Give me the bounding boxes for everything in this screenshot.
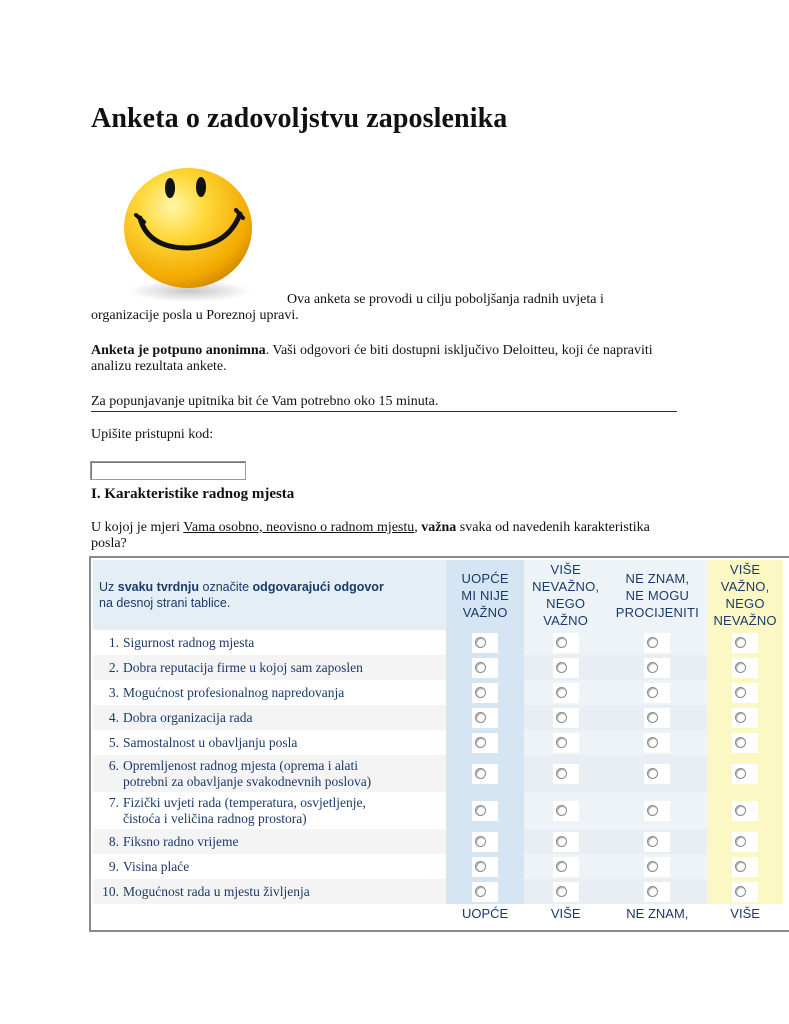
row-number: 10. — [102, 883, 119, 899]
radio-wrapper — [644, 658, 670, 678]
radio-wrapper — [732, 857, 758, 877]
option-cell — [608, 792, 708, 829]
option-cell — [446, 854, 523, 879]
rating-table — [89, 556, 789, 932]
question-part: , — [414, 520, 422, 535]
radio-button-icon[interactable] — [475, 712, 486, 723]
radio-button-icon[interactable] — [735, 768, 746, 779]
radio-button-icon[interactable] — [475, 662, 486, 673]
question-part: svaka od navedenih karakteristika posla? — [91, 520, 650, 551]
row-label — [93, 854, 446, 879]
row-text-continued: potrebni za obavljanje svakodnevnih poslova) — [123, 773, 372, 789]
radio-button-icon[interactable] — [735, 805, 746, 816]
radio-wrapper — [553, 633, 579, 653]
radio-wrapper — [553, 708, 579, 728]
option-cell — [707, 854, 783, 879]
row-number: 4. — [108, 709, 119, 725]
radio-wrapper — [732, 801, 758, 821]
radio-wrapper — [553, 733, 579, 753]
column-header-line: UOPĆE — [461, 570, 509, 586]
row-number: 5. — [108, 734, 119, 750]
column-header-line: NEGO — [725, 596, 765, 611]
option-cell — [524, 655, 608, 680]
column-header-line: VAŽNO — [543, 613, 589, 628]
row-label — [93, 680, 446, 705]
table-header-row — [93, 560, 783, 630]
section-heading: I. Karakteristike radnog mjesta — [91, 486, 295, 502]
row-label — [93, 829, 446, 854]
radio-button-icon[interactable] — [556, 861, 567, 872]
rating-grid — [93, 560, 783, 926]
radio-wrapper — [644, 633, 670, 653]
column-header-line: NEGO — [546, 596, 586, 611]
radio-button-icon[interactable] — [735, 687, 746, 698]
footer-label: NE ZNAM, — [626, 906, 689, 921]
row-text: Mogućnost rada u mjestu življenja — [123, 883, 310, 899]
radio-button-icon[interactable] — [735, 836, 746, 847]
question-text — [91, 520, 671, 552]
option-cell — [608, 829, 708, 854]
option-cell — [524, 854, 608, 879]
radio-button-icon[interactable] — [647, 836, 658, 847]
option-cell — [707, 730, 783, 755]
row-label — [93, 705, 446, 730]
option-cell — [707, 655, 783, 680]
radio-wrapper — [472, 857, 498, 877]
option-cell — [608, 879, 708, 904]
column-header-line: NE ZNAM, — [625, 570, 690, 586]
radio-wrapper — [553, 832, 579, 852]
access-code-input[interactable] — [90, 461, 246, 480]
option-cell — [446, 705, 523, 730]
radio-wrapper — [644, 764, 670, 784]
anonymity-text: . Vaši odgovori će biti dostupni isključivo Deloitteu, koji će napraviti analizu rezultata ankete. — [91, 343, 653, 374]
radio-button-icon[interactable] — [556, 662, 567, 673]
row-text: Dobra reputacija firme u kojoj sam zaposlen — [123, 659, 363, 675]
radio-button-icon[interactable] — [556, 687, 567, 698]
radio-wrapper — [472, 683, 498, 703]
footer-label: VIŠE — [550, 906, 581, 921]
radio-button-icon[interactable] — [475, 768, 486, 779]
column-header-line: VAŽNO — [462, 604, 508, 620]
radio-wrapper — [644, 683, 670, 703]
question-bold: važna — [421, 520, 457, 535]
radio-wrapper — [644, 882, 670, 902]
option-cell — [707, 879, 783, 904]
radio-button-icon[interactable] — [556, 637, 567, 648]
radio-button-icon[interactable] — [556, 836, 567, 847]
option-cell — [524, 829, 608, 854]
radio-button-icon[interactable] — [475, 836, 486, 847]
radio-button-icon[interactable] — [556, 737, 567, 748]
option-cell — [707, 705, 783, 730]
row-text: Visina plaće — [123, 858, 190, 874]
option-cell — [608, 705, 708, 730]
row-text-continued: čistoća i veličina radnog prostora) — [123, 810, 307, 826]
radio-wrapper — [472, 733, 498, 753]
radio-wrapper — [472, 832, 498, 852]
radio-wrapper — [644, 733, 670, 753]
option-cell — [524, 879, 608, 904]
option-cell — [524, 792, 608, 829]
radio-button-icon[interactable] — [647, 662, 658, 673]
radio-button-icon[interactable] — [475, 737, 486, 748]
radio-wrapper — [644, 857, 670, 877]
row-number: 2. — [108, 659, 119, 675]
option-cell — [608, 630, 708, 655]
table-row — [93, 630, 783, 655]
table-instruction — [93, 560, 446, 630]
duration-note: Za popunjavanje upitnika bit će Vam potrebno oko 15 minuta. — [91, 394, 677, 412]
row-number: 1. — [108, 634, 119, 650]
row-number: 6. — [108, 757, 119, 773]
table-footer-row — [93, 904, 783, 926]
radio-button-icon[interactable] — [647, 737, 658, 748]
option-cell — [608, 854, 708, 879]
row-label — [93, 755, 446, 792]
option-cell — [707, 792, 783, 829]
instruction-part: Uz — [99, 580, 118, 594]
radio-button-icon[interactable] — [475, 805, 486, 816]
row-text: Sigurnost radnog mjesta — [123, 634, 255, 650]
radio-wrapper — [732, 764, 758, 784]
radio-wrapper — [732, 708, 758, 728]
row-text: Opremljenost radnog mjesta (oprema i alati — [123, 757, 359, 773]
radio-wrapper — [553, 857, 579, 877]
radio-button-icon[interactable] — [647, 687, 658, 698]
anonymity-bold: Anketa je potpuno anonimna — [91, 343, 266, 358]
footer-label: UOPĆE — [446, 904, 523, 926]
row-text: Mogućnost profesionalnog napredovanja — [123, 684, 345, 700]
column-header-line: PROCIJENITI — [615, 604, 699, 620]
table-row — [93, 655, 783, 680]
option-cell — [707, 680, 783, 705]
radio-wrapper — [732, 658, 758, 678]
row-text: Samostalnost u obavljanju posla — [123, 734, 298, 750]
radio-button-icon[interactable] — [475, 861, 486, 872]
radio-button-icon[interactable] — [556, 768, 567, 779]
radio-button-icon[interactable] — [647, 637, 658, 648]
table-row — [93, 829, 783, 854]
radio-button-icon[interactable] — [556, 886, 567, 897]
radio-wrapper — [553, 683, 579, 703]
column-header-line: NE MOGU — [625, 587, 690, 603]
column-header-dont-know — [608, 560, 708, 630]
radio-button-icon[interactable] — [556, 712, 567, 723]
radio-wrapper — [472, 801, 498, 821]
option-cell — [446, 680, 523, 705]
instruction-part: označite — [199, 580, 253, 594]
row-label — [93, 730, 446, 755]
radio-wrapper — [732, 733, 758, 753]
table-row — [93, 705, 783, 730]
radio-wrapper — [553, 658, 579, 678]
table-row — [93, 792, 783, 829]
column-header-line: NEVAŽNO, — [532, 579, 600, 594]
table-row — [93, 755, 783, 792]
row-text: Dobra organizacija rada — [123, 709, 253, 725]
row-text: Fizički uvjeti rada (temperatura, osvjetljenje, — [123, 794, 366, 810]
row-text: Fiksno radno vrijeme — [123, 833, 239, 849]
row-label — [93, 655, 446, 680]
row-label — [93, 630, 446, 655]
radio-button-icon[interactable] — [647, 768, 658, 779]
option-cell — [524, 680, 608, 705]
column-header-line: VAŽNO, — [720, 579, 770, 594]
instruction-bold: svaku tvrdnju — [117, 580, 200, 594]
option-cell — [608, 730, 708, 755]
intro-text: Ova anketa se provodi u cilju poboljšanja radnih uvjeta i organizacije posla u Poreznoj upravi. — [91, 292, 604, 323]
row-number: 9. — [108, 858, 119, 874]
radio-button-icon[interactable] — [556, 805, 567, 816]
radio-wrapper — [472, 882, 498, 902]
radio-wrapper — [644, 801, 670, 821]
radio-button-icon[interactable] — [647, 805, 658, 816]
radio-button-icon[interactable] — [735, 637, 746, 648]
option-cell — [524, 755, 608, 792]
column-header-not-important — [446, 560, 523, 630]
column-header-line: NEVAŽNO — [713, 613, 777, 628]
table-row — [93, 879, 783, 904]
option-cell — [446, 630, 523, 655]
radio-button-icon[interactable] — [735, 662, 746, 673]
page-title: Anketa o zadovoljstvu zaposlenika — [91, 103, 508, 134]
column-header-line: VIŠE — [729, 562, 761, 577]
radio-wrapper — [472, 764, 498, 784]
option-cell — [446, 879, 523, 904]
option-cell — [446, 655, 523, 680]
option-cell — [707, 829, 783, 854]
radio-wrapper — [644, 832, 670, 852]
instruction-part: na desnoj strani tablice. — [99, 596, 231, 610]
row-label — [93, 879, 446, 904]
option-cell — [524, 630, 608, 655]
column-header-line: MI NIJE — [461, 587, 509, 603]
radio-button-icon[interactable] — [647, 712, 658, 723]
radio-wrapper — [644, 708, 670, 728]
anonymity-paragraph — [91, 343, 671, 375]
question-part: U kojoj je mjeri — [91, 520, 184, 535]
option-cell — [707, 755, 783, 792]
radio-wrapper — [732, 633, 758, 653]
option-cell — [524, 730, 608, 755]
radio-wrapper — [472, 658, 498, 678]
footer-label: VIŠE — [730, 906, 760, 921]
smiley-face-icon — [118, 166, 260, 304]
column-header-more-important — [707, 560, 783, 630]
table-row — [93, 680, 783, 705]
option-cell — [608, 680, 708, 705]
radio-wrapper — [553, 801, 579, 821]
radio-button-icon[interactable] — [647, 861, 658, 872]
radio-wrapper — [732, 683, 758, 703]
radio-wrapper — [732, 882, 758, 902]
intro-paragraph — [91, 292, 671, 324]
radio-wrapper — [472, 633, 498, 653]
radio-wrapper — [472, 708, 498, 728]
radio-button-icon[interactable] — [647, 886, 658, 897]
row-label — [93, 792, 446, 829]
row-number: 3. — [108, 684, 119, 700]
radio-button-icon[interactable] — [735, 886, 746, 897]
column-header-line: VIŠE — [550, 562, 581, 577]
row-number: 8. — [108, 833, 119, 849]
option-cell — [608, 655, 708, 680]
table-row — [93, 854, 783, 879]
column-header-more-unimportant — [524, 560, 608, 630]
radio-button-icon[interactable] — [475, 886, 486, 897]
table-row — [93, 730, 783, 755]
radio-wrapper — [553, 764, 579, 784]
option-cell — [446, 730, 523, 755]
option-cell — [446, 792, 523, 829]
option-cell — [446, 829, 523, 854]
radio-wrapper — [732, 832, 758, 852]
radio-button-icon[interactable] — [475, 637, 486, 648]
radio-button-icon[interactable] — [735, 737, 746, 748]
option-cell — [707, 630, 783, 655]
option-cell — [608, 755, 708, 792]
row-number: 7. — [108, 794, 119, 810]
radio-button-icon[interactable] — [475, 687, 486, 698]
radio-button-icon[interactable] — [735, 861, 746, 872]
access-code-label: Upišite pristupni kod: — [91, 427, 214, 442]
instruction-bold: odgovarajući odgovor — [252, 580, 384, 594]
radio-wrapper — [553, 882, 579, 902]
option-cell — [524, 705, 608, 730]
question-underlined: Vama osobno, neovisno o radnom mjestu — [183, 520, 415, 535]
option-cell — [446, 755, 523, 792]
radio-button-icon[interactable] — [735, 712, 746, 723]
